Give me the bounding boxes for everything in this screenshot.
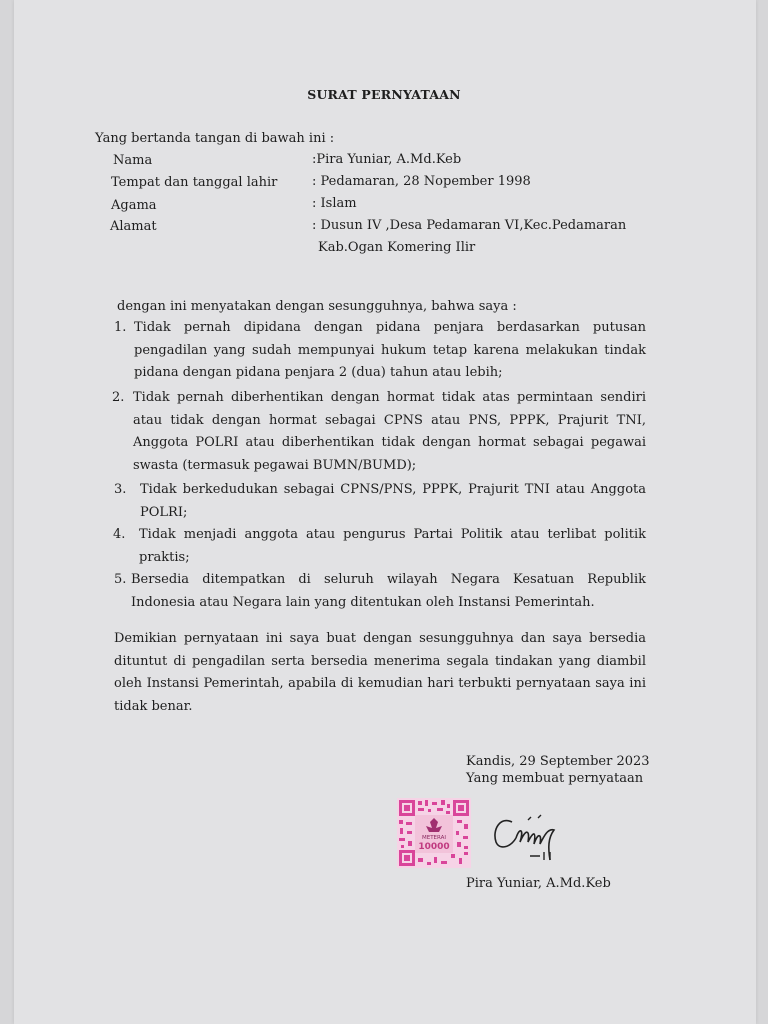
item-number: 1. <box>114 320 127 335</box>
item-number: 4. <box>113 527 126 542</box>
statement-lead: dengan ini menyatakan dengan sesungguhnya, bahwa saya : <box>117 299 517 314</box>
statement-item: Tidak berkedudukan sebagai CPNS/PNS, PPPK, Prajurit TNI atau Anggota POLRI; <box>140 482 646 520</box>
item-number: 2. <box>112 390 125 405</box>
document-title: SURAT PERNYATAAN <box>307 87 461 102</box>
field-value-address-line2: Kab.Ogan Komering Ilir <box>318 240 476 255</box>
statement-item: Bersedia ditempatkan di seluruh wilayah Negara Kesatuan Republik Indonesia atau Negara lain yang ditentukan oleh Instansi Pemerintah. <box>131 572 646 610</box>
field-value-birth: : Pedamaran, 28 Nopember 1998 <box>312 174 531 189</box>
item-number: 5. <box>114 572 127 587</box>
item-number: 3. <box>114 482 127 497</box>
field-label-name: Nama <box>113 153 153 168</box>
stamp-label: METERAI <box>421 835 447 841</box>
stamp-value: 10000 <box>418 842 450 852</box>
signer-name: Pira Yuniar, A.Md.Keb <box>466 876 611 891</box>
place-date: Kandis, 29 September 2023 <box>466 754 650 769</box>
field-label-religion: Agama <box>111 198 157 213</box>
closing-paragraph: Demikian pernyataan ini saya buat dengan sesungguhnya dan saya bersedia dituntut di pengadilan serta bersedia menerima segala tindakan yang diambil oleh Instansi Pemerintah, apabila di kemudian hari terbukti pernyataan saya ini tidak benar. <box>114 631 646 714</box>
field-label-birth: Tempat dan tanggal lahir <box>111 175 278 190</box>
field-value-religion: : Islam <box>312 196 357 211</box>
field-value-name: :Pira Yuniar, A.Md.Keb <box>312 152 462 167</box>
intro-text: Yang bertanda tangan di bawah ini : <box>95 131 335 146</box>
statement-item: Tidak pernah diberhentikan dengan hormat tidak atas permintaan sendiri atau tidak dengan hormat sebagai CPNS atau PNS, PPPK, Prajurit TNI, Anggota POLRI atau diberhentikan tidak dengan hormat sebagai pegawai swasta (termasuk pegawai BUMN/BUMD); <box>133 390 646 473</box>
signature-icon <box>490 808 580 874</box>
field-value-address: : Dusun IV ,Desa Pedamaran VI,Kec.Pedamaran <box>312 218 627 233</box>
statement-item: Tidak pernah dipidana dengan pidana penjara berdasarkan putusan pengadilan yang sudah mempunyai hukum tetap karena melakukan tindak pidana dengan pidana penjara 2 (dua) tahun atau lebih; <box>134 320 646 380</box>
signer-role: Yang membuat pernyataan <box>466 771 644 786</box>
meterai-stamp-icon <box>397 798 471 868</box>
field-label-address: Alamat <box>110 219 157 234</box>
statement-item: Tidak menjadi anggota atau pengurus Partai Politik atau terlibat politik praktis; <box>139 527 646 565</box>
